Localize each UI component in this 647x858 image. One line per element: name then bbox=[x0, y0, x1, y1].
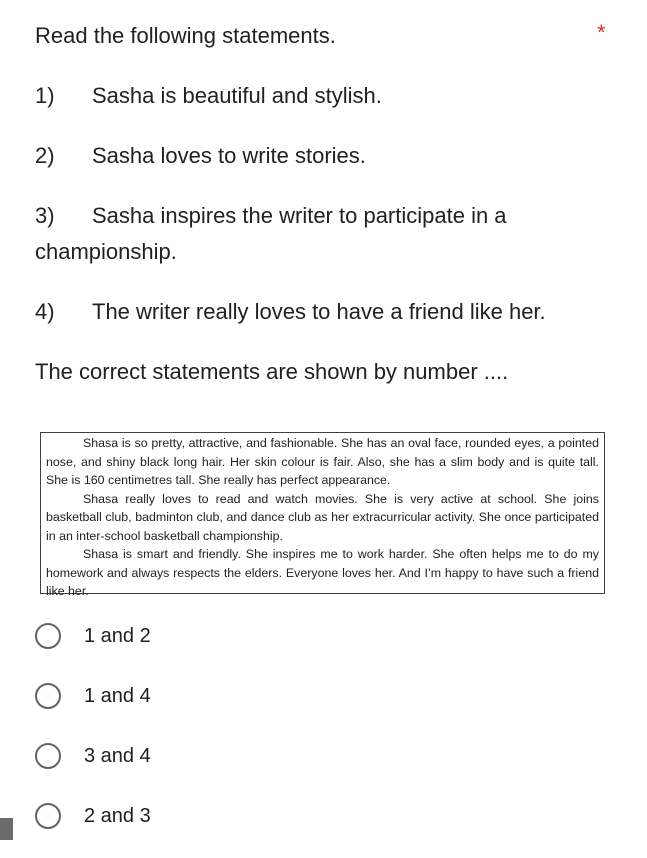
statement-number: 3) bbox=[35, 203, 55, 228]
statement-number: 4) bbox=[35, 299, 55, 324]
statement-text: Sasha is beautiful and stylish. bbox=[92, 83, 382, 108]
radio-button-icon[interactable] bbox=[35, 803, 61, 829]
radio-button-icon[interactable] bbox=[35, 623, 61, 649]
side-scroll-marker bbox=[0, 818, 13, 840]
statement-3 bbox=[35, 198, 595, 270]
statement-4 bbox=[35, 294, 546, 330]
option-1-and-4[interactable] bbox=[35, 680, 435, 712]
question-intro: Read the following statements. bbox=[35, 23, 336, 48]
option-label: 1 and 4 bbox=[84, 684, 151, 707]
option-label: 3 and 4 bbox=[84, 744, 151, 767]
required-asterisk: * bbox=[597, 20, 606, 45]
statement-2 bbox=[35, 138, 366, 174]
passage-paragraph: Shasa really loves to read and watch movies. She is very active at school. She joins basketball club, badminton club, and dance club as her extracurricular activity. She once participated in an inter-school basketball championship. bbox=[46, 491, 599, 543]
option-label: 1 and 2 bbox=[84, 624, 151, 647]
passage-paragraph: Shasa is so pretty, attractive, and fashionable. She has an oval face, rounded eyes, a pointed nose, and shiny black long hair. Her skin colour is fair. Also, she has a slim body and is quite tall. She is 160 centimetres tall. She really has perfect appearance. bbox=[46, 436, 599, 487]
option-1-and-2[interactable] bbox=[35, 620, 435, 652]
statement-text: Sasha inspires the writer to participate in a championship. bbox=[35, 203, 507, 264]
option-3-and-4[interactable] bbox=[35, 740, 435, 772]
reading-passage-image bbox=[40, 432, 605, 598]
option-label: 2 and 3 bbox=[84, 804, 151, 827]
statement-number: 2) bbox=[35, 143, 55, 168]
statement-text: The writer really loves to have a friend like her. bbox=[92, 299, 546, 324]
radio-button-icon[interactable] bbox=[35, 683, 61, 709]
question-prompt: The correct statements are shown by number .... bbox=[35, 359, 509, 384]
option-2-and-3[interactable] bbox=[35, 800, 435, 832]
radio-button-icon[interactable] bbox=[35, 743, 61, 769]
statement-text: Sasha loves to write stories. bbox=[92, 143, 366, 168]
statement-number: 1) bbox=[35, 83, 55, 108]
statement-1 bbox=[35, 78, 382, 114]
passage-paragraph: Shasa is smart and friendly. She inspires me to work harder. She often helps me to do my homework and always respects the elders. Everyone loves her. And I’m happy to have such a friend like her. bbox=[46, 547, 599, 598]
